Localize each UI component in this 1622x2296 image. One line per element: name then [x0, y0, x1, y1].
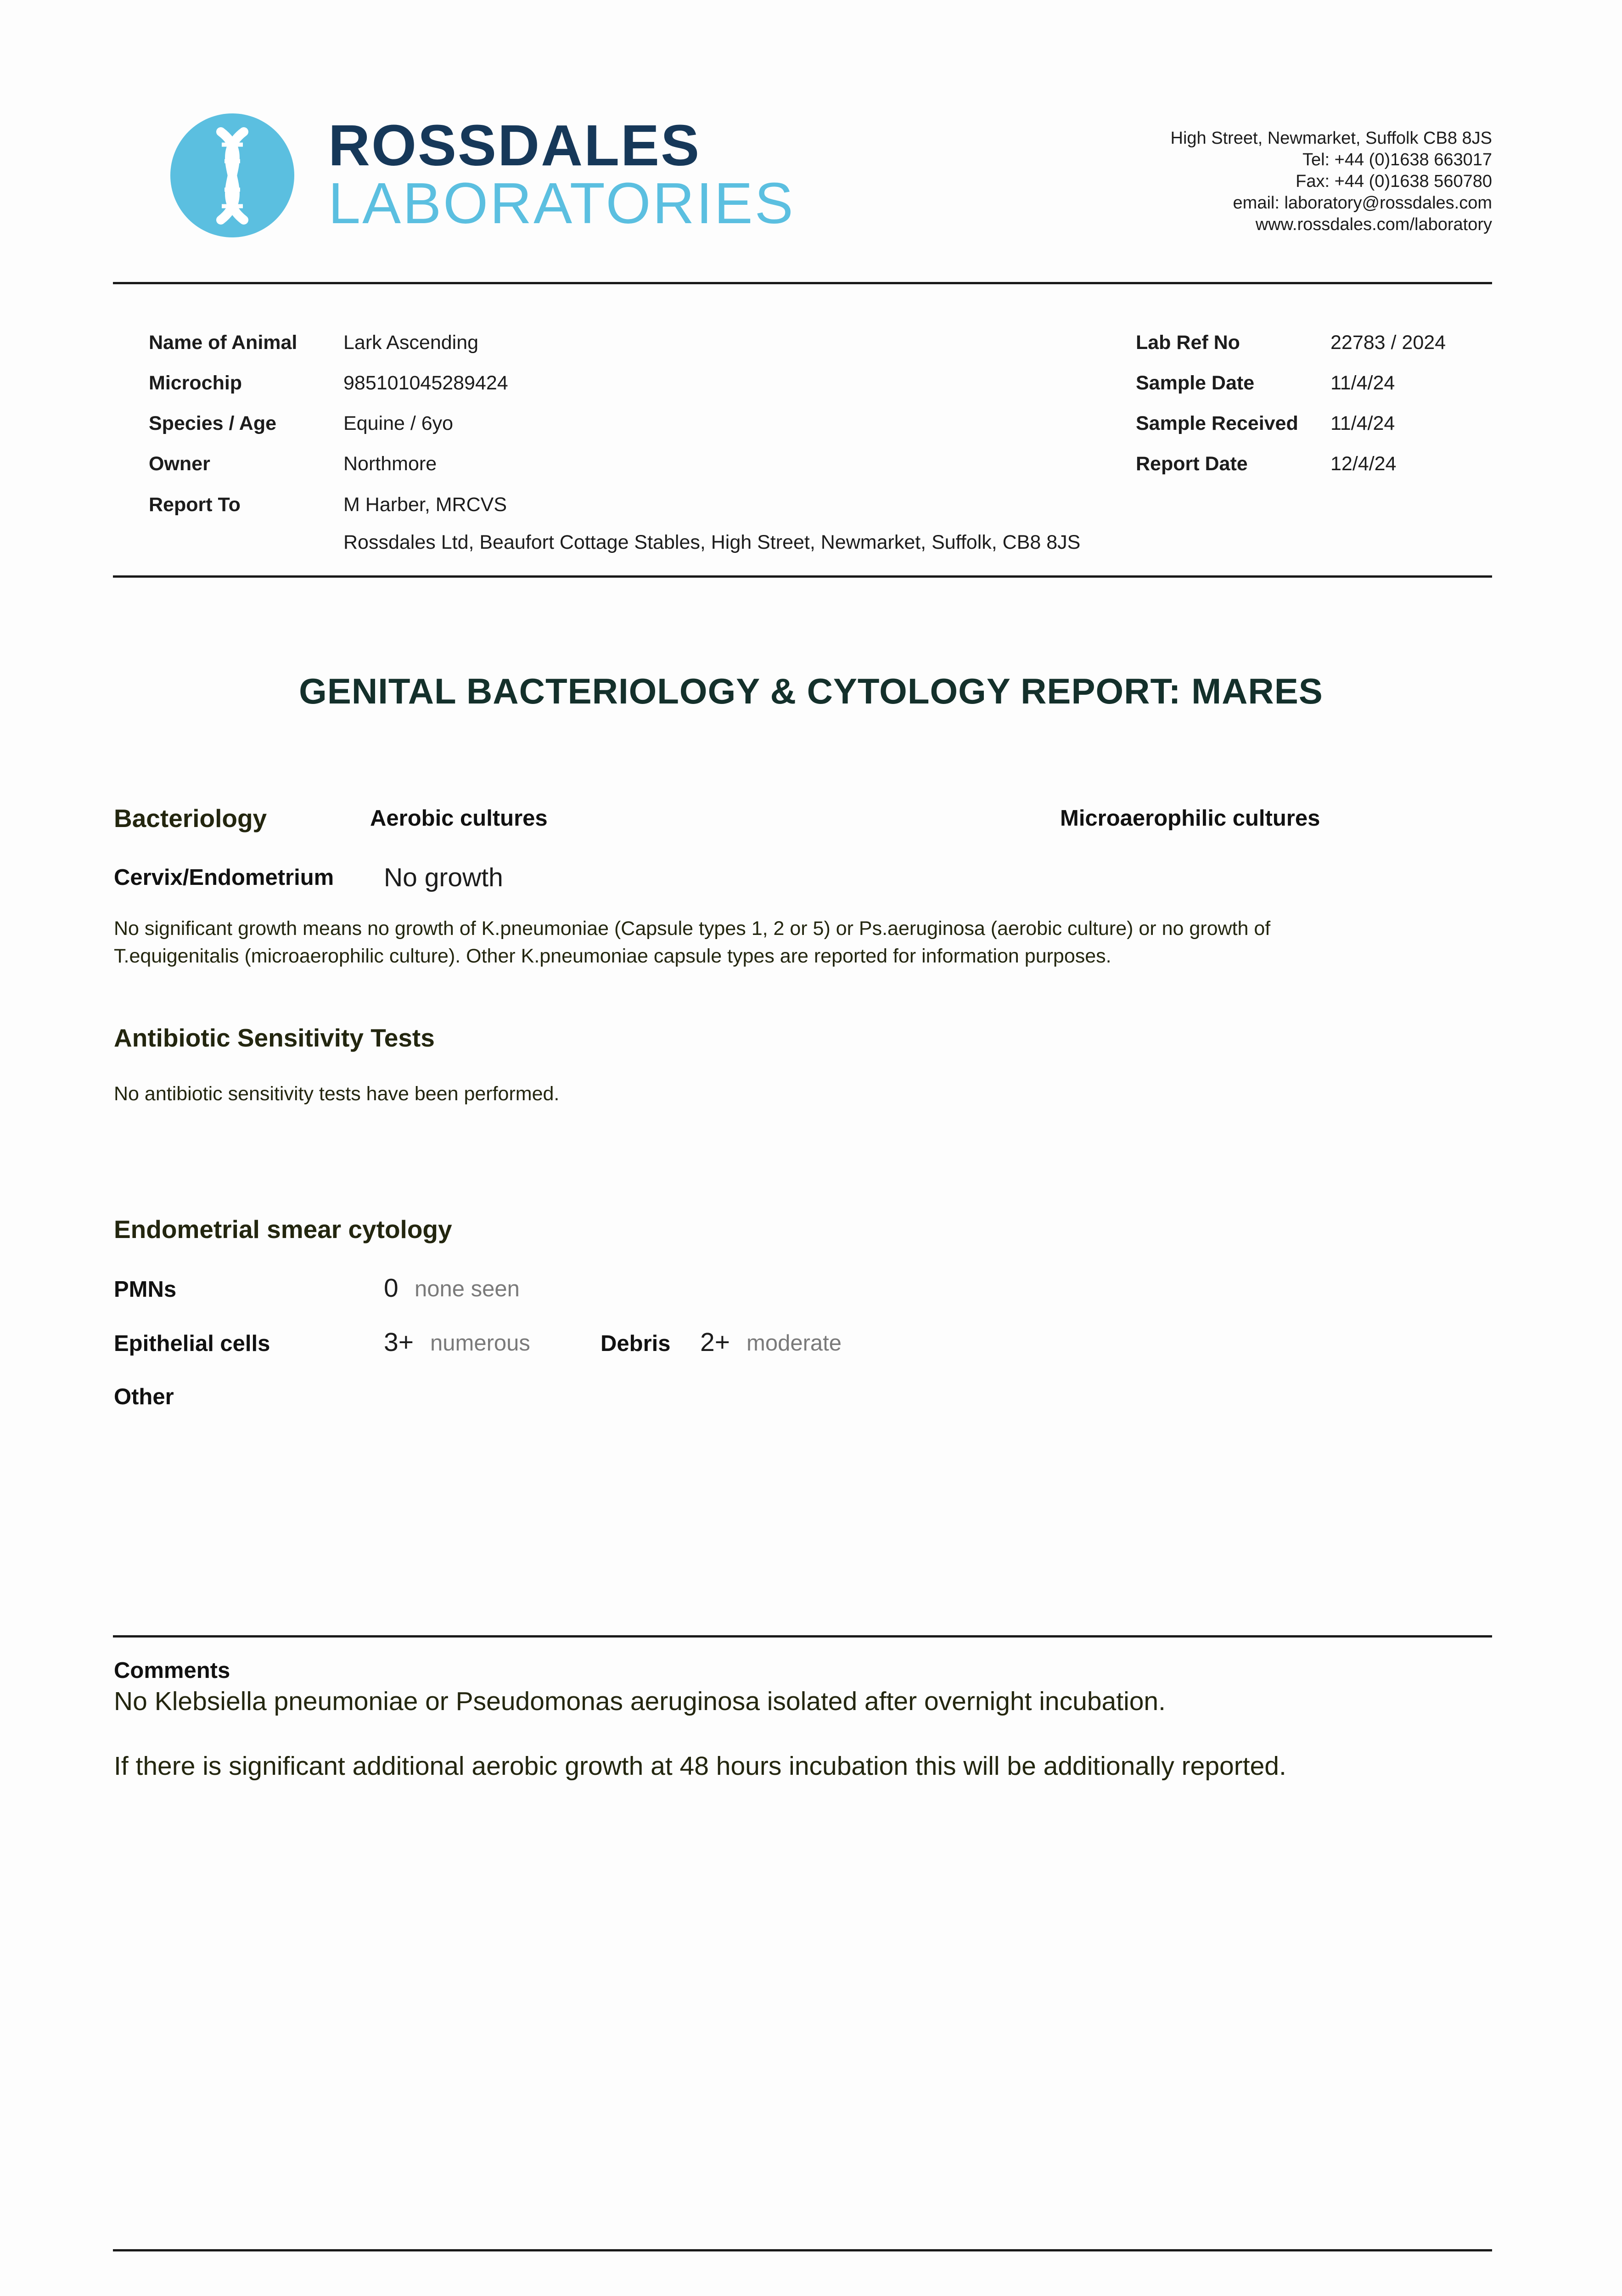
pmn-value: 0 — [384, 1273, 398, 1303]
report-to-label: Report To — [149, 494, 241, 516]
comment-line: No Klebsiella pneumoniae or Pseudomonas aeruginosa isolated after overnight incubation. — [114, 1687, 1166, 1716]
bacteriology-heading: Bacteriology — [114, 804, 267, 833]
bacteriology-note — [114, 915, 1270, 970]
epithelial-cells-label: Epithelial cells — [114, 1331, 270, 1356]
owner-value: Northmore — [343, 453, 437, 475]
sample-received-value: 11/4/24 — [1330, 412, 1395, 434]
report-date-value: 12/4/24 — [1330, 453, 1397, 475]
lab-ref-value: 22783 / 2024 — [1330, 332, 1446, 354]
contact-fax: Fax: +44 (0)1638 560780 — [1296, 172, 1492, 191]
comments-heading: Comments — [114, 1658, 230, 1683]
debris-description: moderate — [746, 1331, 842, 1356]
dna-helix-icon — [170, 113, 294, 237]
debris-label: Debris — [601, 1331, 671, 1356]
contact-address: High Street, Newmarket, Suffolk CB8 8JS — [1170, 129, 1492, 148]
report-to-address: Rossdales Ltd, Beaufort Cottage Stables, High Street, Newmarket, Suffolk, CB8 8JS — [343, 531, 1081, 553]
bacteriology-note-line: T.equigenitalis (microaerophilic culture). Other K.pneumoniae capsule types are reported for information purposes. — [114, 945, 1111, 967]
report-date-label: Report Date — [1136, 453, 1248, 475]
microchip-value: 985101045289424 — [343, 372, 508, 394]
brand-name: ROSSDALES — [328, 113, 701, 178]
contact-block — [1171, 128, 1492, 236]
contact-tel: Tel: +44 (0)1638 663017 — [1302, 150, 1492, 169]
pmn-label: PMNs — [114, 1277, 177, 1302]
other-label: Other — [114, 1384, 174, 1409]
owner-label: Owner — [149, 453, 210, 475]
report-to-value: M Harber, MRCVS — [343, 494, 507, 516]
species-age-label: Species / Age — [149, 412, 277, 434]
name-of-animal-value: Lark Ascending — [343, 332, 479, 354]
epithelial-cells-value: 3+ — [384, 1328, 414, 1357]
microchip-label: Microchip — [149, 372, 242, 394]
debris-value: 2+ — [700, 1328, 730, 1357]
epithelial-cells-description: numerous — [430, 1331, 530, 1356]
report-title: GENITAL BACTERIOLOGY & CYTOLOGY REPORT: MARES — [299, 671, 1323, 711]
antibiotic-heading: Antibiotic Sensitivity Tests — [114, 1024, 435, 1052]
antibiotic-text: No antibiotic sensitivity tests have been performed. — [114, 1083, 560, 1105]
cytology-heading: Endometrial smear cytology — [114, 1215, 452, 1244]
sample-date-label: Sample Date — [1136, 372, 1255, 394]
sample-received-label: Sample Received — [1136, 412, 1298, 434]
info-divider — [113, 575, 1492, 578]
lab-ref-label: Lab Ref No — [1136, 332, 1240, 354]
brand-subtitle: LABORATORIES — [328, 171, 795, 236]
cervix-endometrium-label: Cervix/Endometrium — [114, 865, 334, 890]
pmn-description: none seen — [415, 1277, 520, 1301]
header-divider — [113, 282, 1492, 284]
contact-web: www.rossdales.com/laboratory — [1255, 215, 1492, 234]
contact-email: email: laboratory@rossdales.com — [1233, 193, 1492, 213]
name-of-animal-label: Name of Animal — [149, 332, 297, 354]
species-age-value: Equine / 6yo — [343, 412, 454, 434]
sample-date-value: 11/4/24 — [1330, 372, 1395, 394]
comment-line: If there is significant additional aerobic growth at 48 hours incubation this will be additionally reported. — [114, 1751, 1286, 1781]
bacteriology-note-line: No significant growth means no growth of K.pneumoniae (Capsule types 1, 2 or 5) or Ps.aeruginosa (aerobic culture) or no growth of — [114, 917, 1271, 940]
microaerophilic-cultures-label: Microaerophilic cultures — [1060, 806, 1320, 831]
footer-divider — [113, 2249, 1492, 2251]
aerobic-cultures-label: Aerobic cultures — [370, 806, 548, 831]
aerobic-result: No growth — [384, 863, 503, 892]
comments-divider — [113, 1635, 1492, 1638]
